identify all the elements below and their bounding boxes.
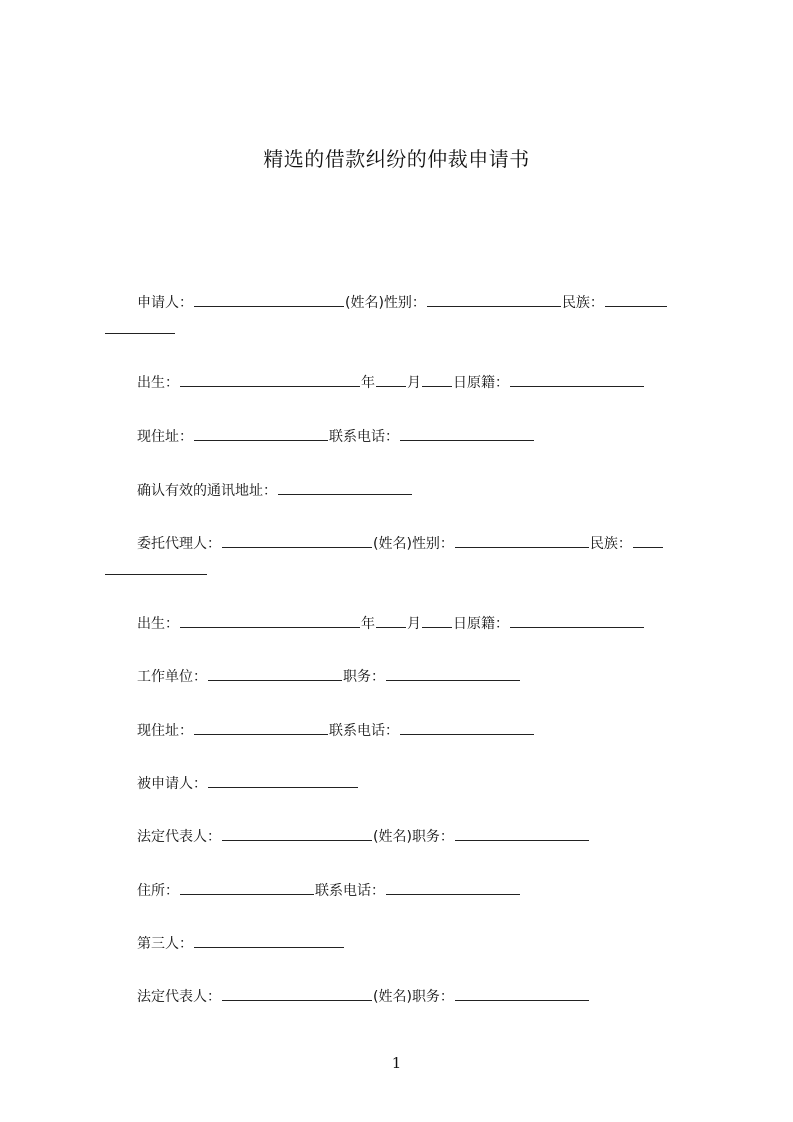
birth-month-blank[interactable]	[376, 371, 406, 387]
residence-label: 现住址：	[137, 429, 193, 445]
agent-wrap-line	[104, 559, 208, 581]
legal-rep-name-blank[interactable]	[222, 985, 372, 1001]
mailing-blank[interactable]	[278, 479, 412, 495]
agent-residence-line	[137, 719, 535, 741]
ethnicity-blank[interactable]	[633, 532, 663, 548]
residence-blank[interactable]	[194, 719, 328, 735]
domicile-blank[interactable]	[180, 879, 314, 895]
phone-label: 联系电话：	[315, 883, 385, 899]
ethnicity-label: 民族：	[561, 295, 604, 311]
month-label: 月	[407, 616, 421, 632]
gender-label: 性别：	[411, 536, 454, 552]
birth-line	[137, 371, 645, 393]
ethnicity-blank-continued[interactable]	[105, 318, 175, 334]
ethnicity-label: 民族：	[589, 536, 632, 552]
page-number: 1	[391, 1054, 402, 1072]
residence-line	[137, 425, 535, 447]
domicile-label: 住所：	[137, 883, 179, 899]
position-blank[interactable]	[455, 825, 589, 841]
birth-year-blank[interactable]	[180, 612, 360, 628]
agent-line	[137, 532, 664, 554]
legal-rep-label: 法定代表人：	[137, 989, 221, 1005]
mailing-label: 确认有效的通讯地址：	[137, 483, 277, 499]
residence-label: 现住址：	[137, 723, 193, 739]
origin-blank[interactable]	[510, 371, 644, 387]
day-origin-label: 日原籍：	[453, 375, 509, 391]
agent-label: 委托代理人：	[137, 536, 221, 552]
gender-blank[interactable]	[427, 291, 561, 307]
birth-year-blank[interactable]	[180, 371, 360, 387]
name-hint: (姓名)	[373, 829, 412, 845]
phone-blank[interactable]	[400, 719, 534, 735]
position-label: 职务：	[411, 829, 454, 845]
name-hint: (姓名)	[373, 536, 412, 552]
position-blank[interactable]	[455, 985, 589, 1001]
position-blank[interactable]	[386, 665, 520, 681]
ethnicity-blank[interactable]	[605, 291, 667, 307]
gender-label: 性别：	[383, 295, 426, 311]
third-party-line	[137, 932, 345, 954]
phone-label: 联系电话：	[329, 429, 399, 445]
ethnicity-blank-continued[interactable]	[105, 559, 207, 575]
legal-rep-line	[137, 825, 590, 847]
phone-label: 联系电话：	[329, 723, 399, 739]
third-party-blank[interactable]	[194, 932, 344, 948]
work-label: 工作单位：	[137, 669, 207, 685]
third-party-label: 第三人：	[137, 936, 193, 952]
position-label: 职务：	[411, 989, 454, 1005]
domicile-line	[137, 879, 521, 901]
respondent-line	[137, 772, 359, 794]
birth-day-blank[interactable]	[422, 371, 452, 387]
name-hint: (姓名)	[373, 989, 412, 1005]
respondent-label: 被申请人：	[137, 776, 207, 792]
gender-blank[interactable]	[455, 532, 589, 548]
birth-day-blank[interactable]	[422, 612, 452, 628]
applicant-label: 申请人：	[137, 295, 193, 311]
applicant-name-blank[interactable]	[194, 291, 344, 307]
phone-blank[interactable]	[400, 425, 534, 441]
residence-blank[interactable]	[194, 425, 328, 441]
day-origin-label: 日原籍：	[453, 616, 509, 632]
year-label: 年	[361, 616, 375, 632]
document-title: 精选的借款纠纷的仲裁申请书	[263, 147, 530, 171]
applicant-wrap-line	[104, 318, 176, 340]
applicant-line	[137, 291, 668, 313]
name-hint: (姓名)	[345, 295, 384, 311]
origin-blank[interactable]	[510, 612, 644, 628]
birth-month-blank[interactable]	[376, 612, 406, 628]
respondent-blank[interactable]	[208, 772, 358, 788]
mailing-line	[137, 479, 413, 501]
phone-blank[interactable]	[386, 879, 520, 895]
work-line	[137, 665, 521, 687]
position-label: 职务：	[343, 669, 385, 685]
agent-birth-line	[137, 612, 645, 634]
year-label: 年	[361, 375, 375, 391]
birth-label: 出生：	[137, 616, 179, 632]
agent-name-blank[interactable]	[222, 532, 372, 548]
legal-rep-name-blank[interactable]	[222, 825, 372, 841]
birth-label: 出生：	[137, 375, 179, 391]
work-blank[interactable]	[208, 665, 342, 681]
third-party-legal-rep-line	[137, 985, 590, 1007]
month-label: 月	[407, 375, 421, 391]
legal-rep-label: 法定代表人：	[137, 829, 221, 845]
